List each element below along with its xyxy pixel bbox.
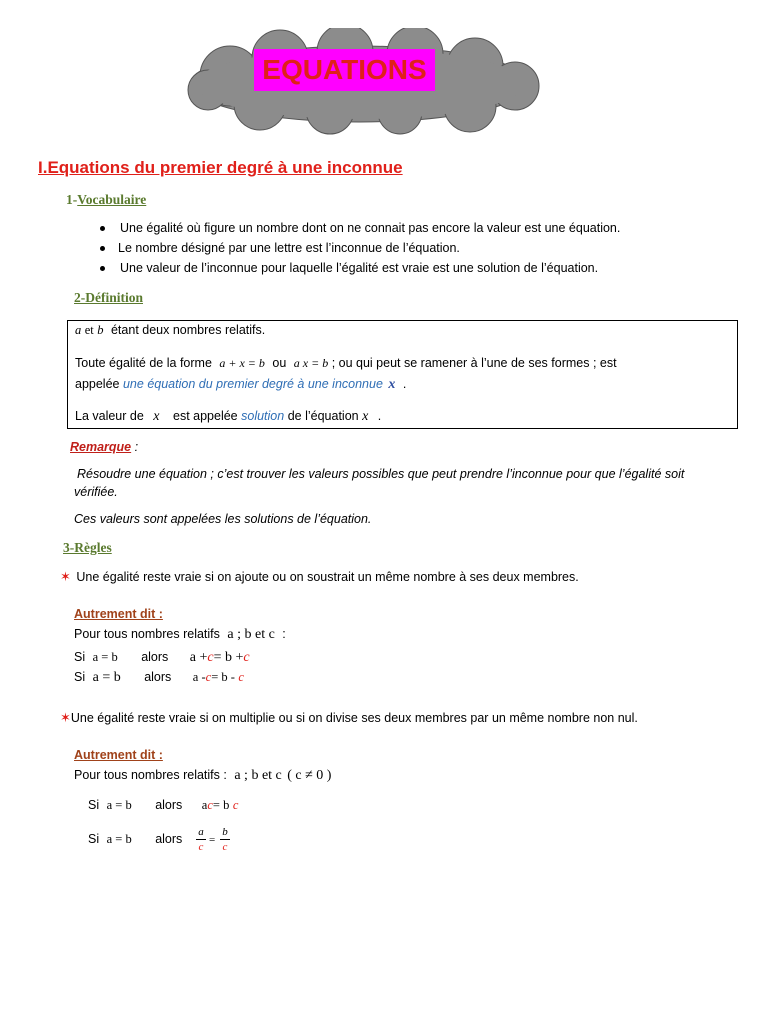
definition-line-4: La valeur de x est appelée solution de l’équation x . <box>75 409 382 424</box>
bullet-icon <box>100 226 105 231</box>
add-rule: Si a = b alors a +c= b +c <box>74 650 250 665</box>
sub-rule: Si a = b alors a -c= b - c <box>74 670 244 685</box>
vocab-item: Une valeur de l’inconnue pour laquelle l’égalité est vraie est une solution de l’équation. <box>120 261 599 275</box>
bullet-icon <box>100 266 105 271</box>
fraction-a-over-c: a c <box>196 826 206 853</box>
rule-2: ✶Une égalité reste vraie si on multiplie ou si on divise ses deux membres par un même nombre non nul. <box>60 710 638 725</box>
definition-line-1: a et b étant deux nombres relatifs. <box>75 323 266 337</box>
fraction-equals: = <box>209 834 216 846</box>
star-icon: ✶ <box>60 710 71 725</box>
mul-rule: Si a = b alors ac= b c <box>88 798 239 812</box>
page-title: EQUATIONS <box>254 49 435 91</box>
vocabulary-heading: 1-Vocabulaire <box>66 192 147 207</box>
star-icon: ✶ <box>60 569 71 584</box>
remark-text-2: Ces valeurs sont appelées les solutions de l’équation. <box>74 512 372 526</box>
vocab-item: Une égalité où figure un nombre dont on ne connait pas encore la valeur est une équation. <box>120 221 621 235</box>
section-title: I.Equations du premier degré à une inconnue <box>38 158 403 177</box>
definition-heading: 2-Définition <box>74 290 143 305</box>
rule-1: ✶ Une égalité reste vraie si on ajoute ou on soustrait un même nombre à ses deux membres. <box>60 569 579 584</box>
remark-text: Résoudre une équation ; c’est trouver les valeurs possibles que peut prendre l’inconnue pour que l’égalité soit <box>77 467 685 481</box>
otherwise-label: Autrement dit : <box>74 607 163 621</box>
bullet-icon <box>100 246 105 251</box>
remark-heading: Remarque : <box>70 440 139 454</box>
div-rule: Si a = b alors <box>88 832 183 846</box>
definition-line-3: appelée une équation du premier degré à une inconnue x . <box>75 377 407 392</box>
vocab-item: Le nombre désigné par une lettre est l’inconnue de l’équation. <box>118 241 460 255</box>
otherwise-label-2: Autrement dit : <box>74 748 163 762</box>
definition-line-2: Toute égalité de la forme a + x = b ou a x = b ; ou qui peut se ramener à l’une de ses formes ; est <box>75 356 617 370</box>
for-all-line-2: Pour tous nombres relatifs : a ; b et c ( c ≠ 0 ) <box>74 768 332 783</box>
remark-text-cont: vérifiée. <box>74 485 118 499</box>
fraction-b-over-c: b c <box>220 826 230 853</box>
rules-heading: 3-Règles <box>63 540 112 555</box>
for-all-line: Pour tous nombres relatifs a ; b et c : <box>74 627 286 642</box>
